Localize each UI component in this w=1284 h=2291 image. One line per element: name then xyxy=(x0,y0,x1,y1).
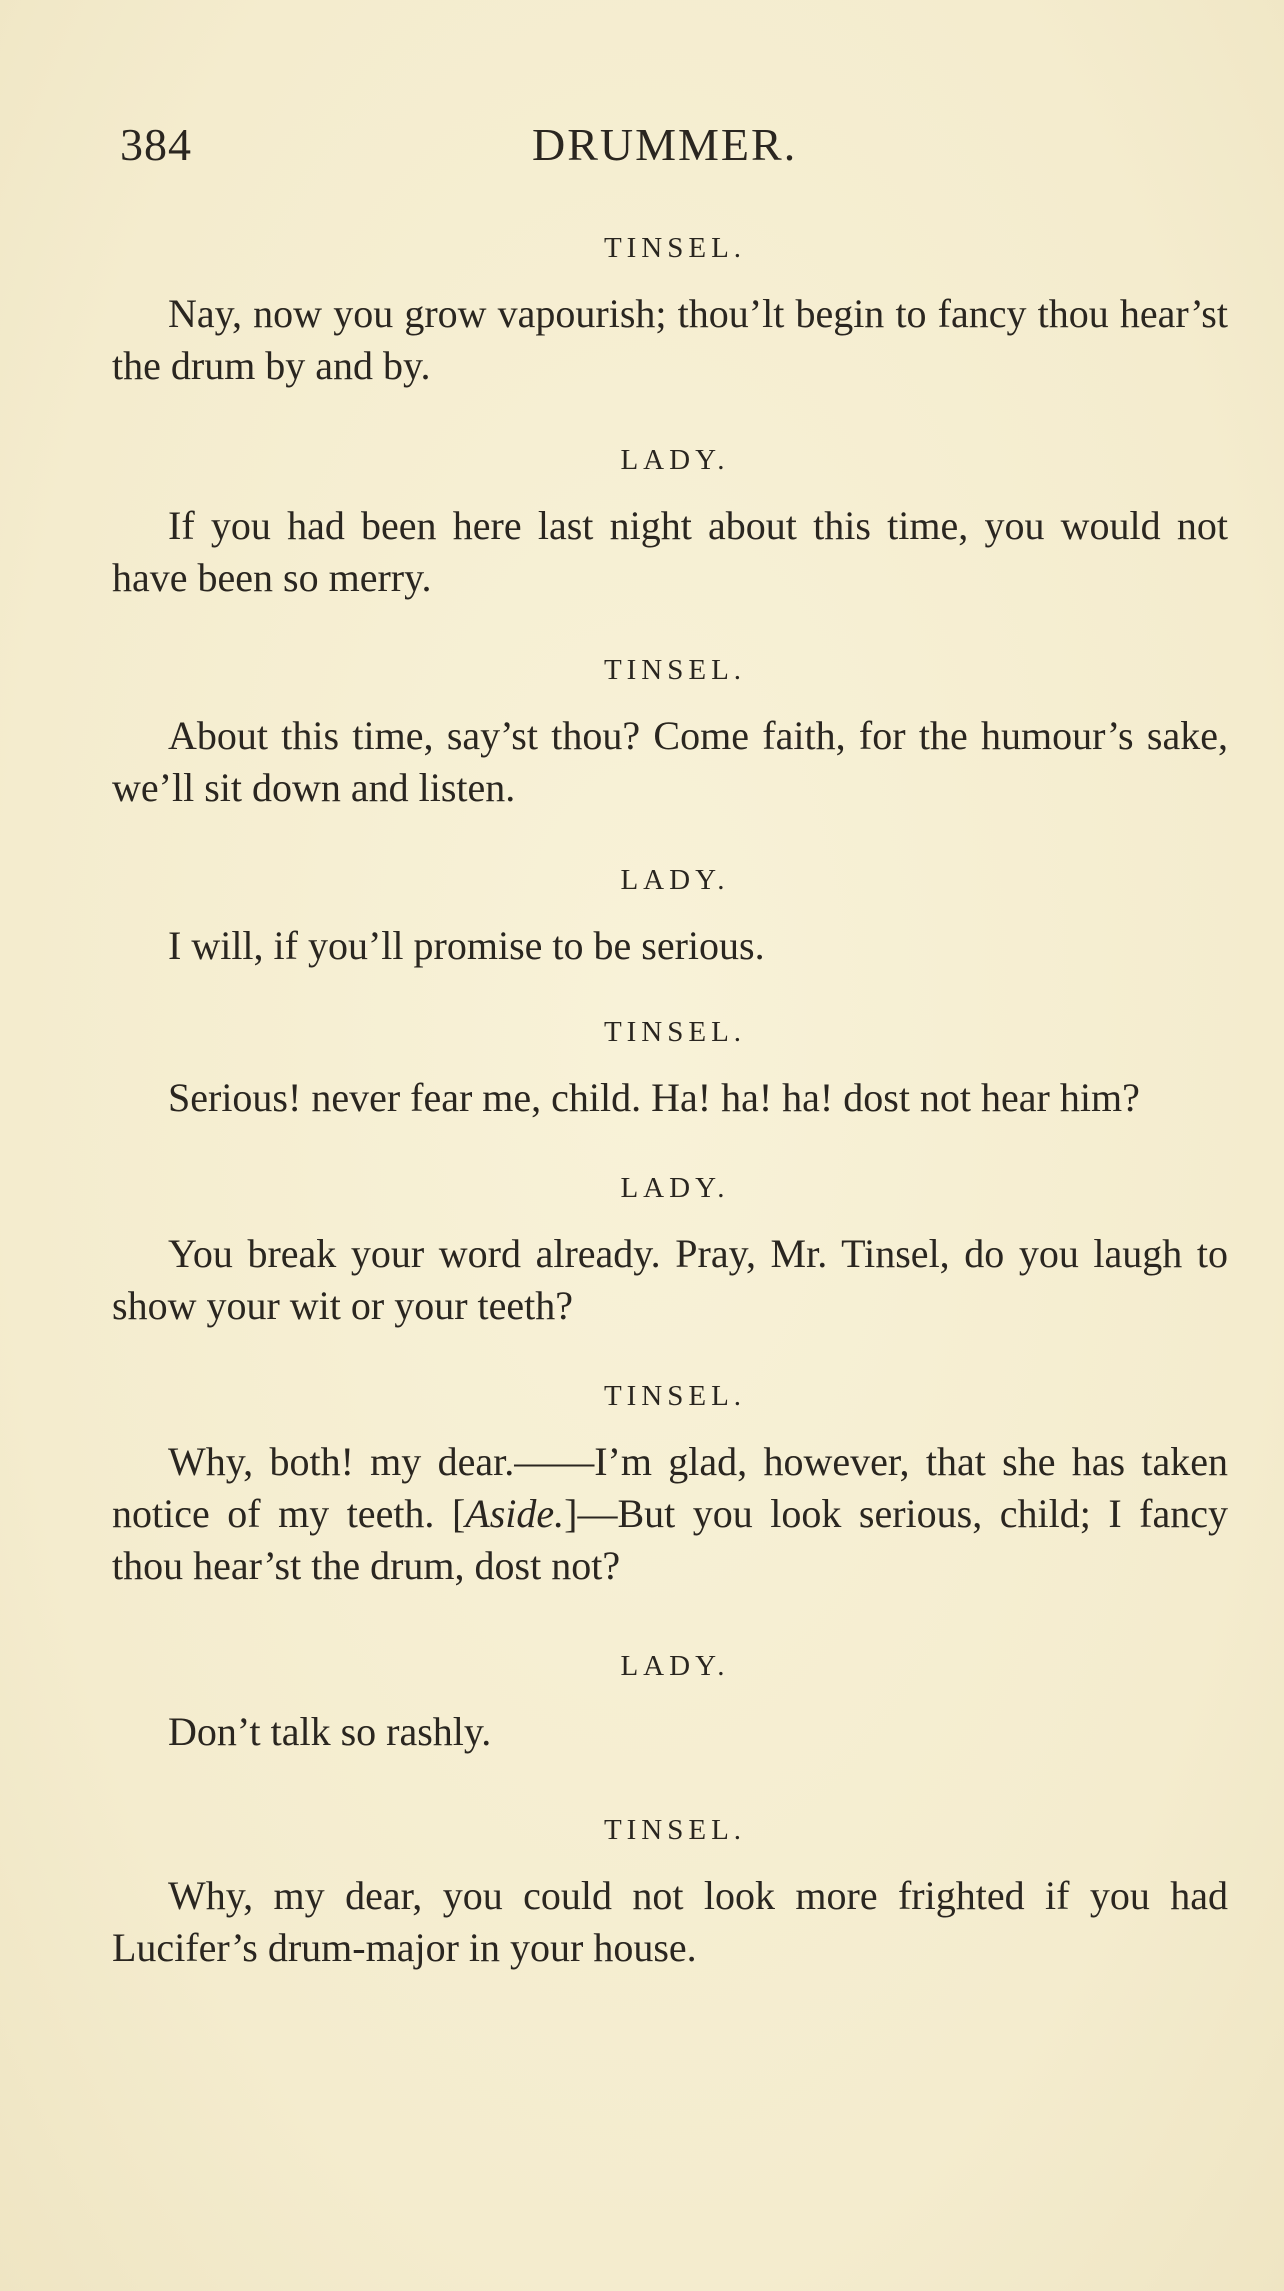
speech-text: If you had been here last night about this time, you would not have been so merry. xyxy=(112,503,1228,600)
dialogue-block xyxy=(112,1810,1228,1974)
speech-text-part: Why, both! my dear.——I’m glad, however, that she has taken notice of my teeth. [ xyxy=(112,1439,1228,1536)
speaker-name: TINSEL. xyxy=(603,1016,747,1048)
speaker-name: TINSEL. xyxy=(603,1814,747,1846)
page-number: 384 xyxy=(120,119,192,170)
page-header xyxy=(120,118,1220,178)
dialogue-text xyxy=(112,228,1228,1974)
dialogue-block xyxy=(112,1168,1228,1332)
speech-text: You break your word already. Pray, Mr. Tinsel, do you laugh to show your wit or your teeth? xyxy=(112,1231,1228,1328)
speech-text: Nay, now you grow vapourish; thou’lt begin to fancy thou hear’st the drum by and by. xyxy=(112,291,1228,388)
speech-text: Why, my dear, you could not look more frighted if you had Lucifer’s drum-major in your house. xyxy=(112,1873,1228,1970)
speech-text: Serious! never fear me, child. Ha! ha! ha! dost not hear him? xyxy=(168,1075,1140,1120)
speaker-name: LADY. xyxy=(620,444,730,476)
speaker-name: LADY. xyxy=(620,864,730,896)
speaker-name: LADY. xyxy=(620,1172,730,1204)
dialogue-block xyxy=(112,440,1228,604)
dialogue-block xyxy=(112,650,1228,814)
dialogue-block xyxy=(112,228,1228,392)
speaker-name: TINSEL. xyxy=(603,232,747,264)
dialogue-block xyxy=(112,1376,1228,1592)
speech-text: About this time, say’st thou? Come faith, for the humour’s sake, we’ll sit down and listen. xyxy=(112,713,1228,810)
speech-text-part: ]—But you look serious, child; I fancy thou hear’st the drum, dost not? xyxy=(112,1491,1228,1588)
running-head: DRUMMER. xyxy=(532,119,798,170)
speech-text xyxy=(112,1436,1228,1592)
dialogue-block xyxy=(112,1012,1228,1124)
speaker-name: LADY. xyxy=(620,1650,730,1682)
dialogue-block xyxy=(112,860,1228,972)
stage-direction-aside: Aside. xyxy=(465,1491,565,1536)
speaker-name: TINSEL. xyxy=(603,1380,747,1412)
dialogue-block xyxy=(112,1646,1228,1758)
speaker-name: TINSEL. xyxy=(603,654,747,686)
speech-text: Don’t talk so rashly. xyxy=(168,1709,492,1754)
speech-text: I will, if you’ll promise to be serious. xyxy=(168,923,765,968)
